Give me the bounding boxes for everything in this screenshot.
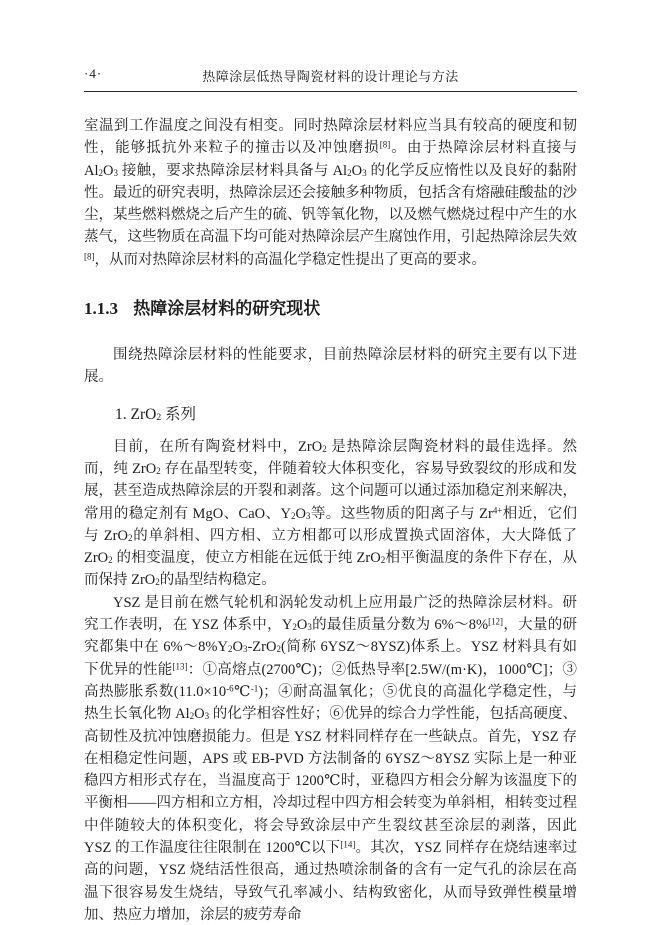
section-number: 1.1.3: [84, 299, 118, 319]
section-title: 热障涂层材料的研究现状: [133, 299, 321, 319]
paragraph-lead: 围绕热障涂层材料的性能要求，目前热障涂层材料的研究主要有以下进展。: [84, 347, 577, 386]
paragraph-ysz: YSZ 是目前在燃气轮机和涡轮发动机上应用最广泛的热障涂层材料。研究工作表明，在 YSZ 体系中，$Y_2O_3$的最佳质量分数为 6%～8%[12]，大量的研究都集中在 $6\%\sim 8\%Y_2O_3-ZrO_2$(简称 6YSZ～8YSZ)体系上。YSZ 材料具有如下优异的性能[13]：①高熔点(2700℃)；②低热导率[2.5W/(m·K)，1000℃]；③高热膨胀系数$(11.0\times 10^{-6}℃^{-1})$；④耐高温氧化；⑤优良的高温化学稳定性，与热生长氧化物 $Al_2O_3$ 的化学相容性好；⑥优异的综合力学性能，包括高硬度、高韧性及抗冲蚀磨损能力。但是 YSZ 材料同样存在一些缺点。首先，YSZ 存在相稳定性问题，APS 或 EB-PVD 方法制备的 6YSZ～8YSZ 实际上是一种亚稳四方相形式存在，当温度高于 1200℃时，亚稳四方相会分解为该温度下的平衡相——四方相和立方相，冷却过程中四方相会转变为单斜相，相转变过程中伴随较大的体积变化，将会导致涂层中产生裂纹甚至涂层的剥落，因此 YSZ 的工作温度往往限制在 1200℃以下[14]。其次，YSZ 同样存在烧结速率过高的问题，YSZ 烧结活性很高，通过热喷涂制备的含有一定气孔的涂层在高温下很容易发生烧结，导致气孔率减小、结构致密化，从而导致弹性模量增加、热应力增加，涂层的疲劳寿命: [84, 594, 578, 923]
header-rule: [84, 91, 577, 92]
subsection-heading: 1. ZrO$_2$ 系列: [115, 405, 197, 423]
running-title: 热障涂层低热导陶瓷材料的设计理论与方法: [202, 69, 459, 84]
page-number: ·4·: [84, 66, 103, 81]
page-header: [84, 66, 577, 86]
section-heading: [84, 297, 577, 321]
page-body: [84, 115, 577, 925]
paragraph-continued: 室温到工作温度之间没有相变。同时热障涂层材料应当具有较高的硬度和韧性，能够抵抗外来粒子的撞击以及冲蚀磨损[8]。由于热障涂层材料直接与 $Al_2O_3$ 接触，要求热障涂层材料具备与 $Al_2O_3$ 的化学反应惰性以及良好的黏附性。最近的研究表明，热障涂层还会接触多种物质，包括含有熔融硅酸盐的沙尘，某些燃料燃烧之后产生的硫、钒等氧化物，以及燃气燃烧过程中产生的水蒸气，这些物质在高温下均可能对热障涂层产生腐蚀作用，引起热障涂层失效[8]，从而对热障涂层材料的高温化学稳定性提出了更高的要求。: [84, 118, 578, 268]
paragraph-zro2: 目前，在所有陶瓷材料中，ZrO$_2$ 是热障涂层陶瓷材料的最佳选择。然而，纯 ZrO$_2$ 存在晶型转变，伴随着较大体积变化，容易导致裂纹的形成和发展，甚至造成热障涂层的开裂和剥落。这个问题可以通过添加稳定剂来解决，常用的稳定剂有 MgO、CaO、$Y_2O_3$等。这些物质的阳离子与 $Zr^{4+}$相近，它们与 ZrO$_2$的单斜相、四方相、立方相都可以形成置换式固溶体，大大降低了 ZrO$_2$ 的相变温度，使立方相能在远低于纯 ZrO$_2$相平衡温度的条件下存在，从而保持 ZrO$_2$的晶型结构稳定。: [84, 438, 578, 589]
